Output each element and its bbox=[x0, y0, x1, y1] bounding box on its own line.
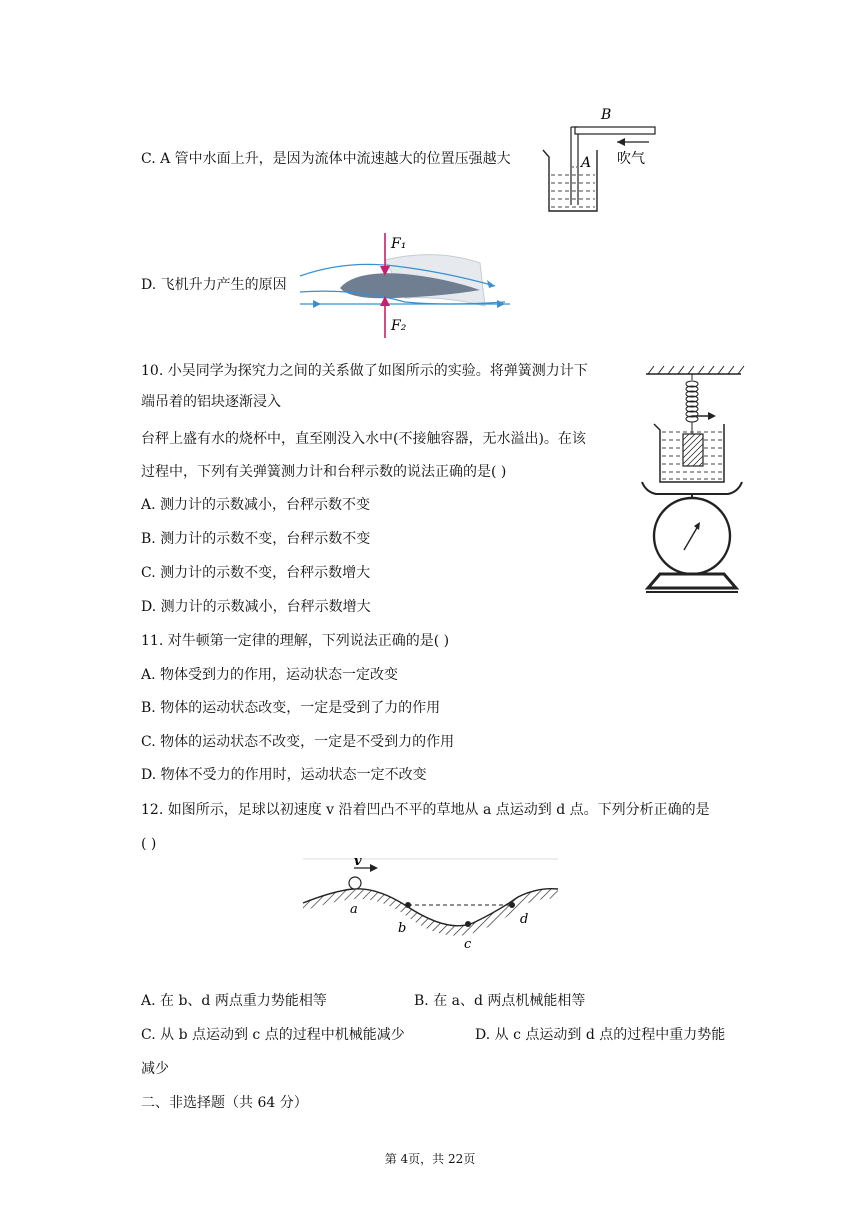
q12-option-c: C. 从 b 点运动到 c 点的过程中机械能减少 bbox=[141, 1027, 405, 1043]
figure-spring-scale bbox=[636, 360, 746, 600]
label-f2: F₂ bbox=[391, 318, 407, 334]
q12-stem-2: ( ) bbox=[141, 836, 157, 852]
q10-option-c: C. 测力计的示数不变，台秤示数增大 bbox=[141, 565, 371, 581]
label-b: B bbox=[601, 107, 612, 123]
q10-option-a: A. 测力计的示数减小，台秤示数不变 bbox=[141, 497, 371, 513]
q12-option-a: A. 在 b、d 两点重力势能相等 bbox=[141, 993, 327, 1009]
q9-option-c: C. A 管中水面上升，是因为流体中流速越大的位置压强越大 bbox=[141, 151, 511, 167]
q9-option-d: D. 飞机升力产生的原因 bbox=[141, 277, 287, 293]
label-b-point: b bbox=[398, 921, 407, 936]
q10-stem-2: 端吊着的铝块逐渐浸入 bbox=[141, 394, 281, 410]
q12-option-d-1: D. 从 c 点运动到 d 点的过程中重力势能 bbox=[475, 1027, 726, 1043]
q11-option-c: C. 物体的运动状态不改变，一定是不受到力的作用 bbox=[141, 734, 455, 750]
q11-stem: 11. 对牛顿第一定律的理解，下列说法正确的是( ) bbox=[141, 633, 450, 649]
q12-stem-1: 12. 如图所示，足球以初速度 v 沿着凹凸不平的草地从 a 点运动到 d 点。下列分析正确的是 bbox=[141, 802, 710, 818]
label-d-point: d bbox=[520, 912, 529, 927]
q11-option-a: A. 物体受到力的作用，运动状态一定改变 bbox=[141, 667, 399, 683]
page-footer: 第 4页，共 22页 bbox=[384, 1152, 476, 1166]
label-a: A bbox=[581, 155, 592, 171]
q12-option-b: B. 在 a、d 两点机械能相等 bbox=[414, 993, 586, 1009]
label-f1: F₁ bbox=[391, 236, 407, 252]
figure-blowing-tube bbox=[537, 105, 667, 215]
q10-option-d: D. 测力计的示数减小，台秤示数增大 bbox=[141, 599, 371, 615]
figure-airfoil bbox=[295, 228, 515, 343]
q10-stem-3: 台秤上盛有水的烧杯中，直至刚没入水中(不接触容器，无水溢出)。在该 bbox=[141, 431, 586, 447]
label-a-point: a bbox=[350, 902, 358, 917]
q10-stem-4: 过程中，下列有关弹簧测力计和台秤示数的说法正确的是( ) bbox=[141, 464, 507, 480]
q10-stem-1: 10. 小吴同学为探究力之间的关系做了如图所示的实验。将弹簧测力计下 bbox=[141, 363, 588, 379]
q11-option-d: D. 物体不受力的作用时，运动状态一定不改变 bbox=[141, 767, 427, 783]
q11-option-b: B. 物体的运动状态改变，一定是受到了力的作用 bbox=[141, 700, 441, 716]
label-blow: 吹气 bbox=[617, 151, 645, 167]
q10-option-b: B. 测力计的示数不变，台秤示数不变 bbox=[141, 531, 371, 547]
q12-option-d-2: 减少 bbox=[141, 1061, 169, 1077]
label-c-point: c bbox=[464, 937, 472, 952]
figure-wavy-ground bbox=[298, 853, 563, 958]
section-heading: 二、非选择题（共 64 分） bbox=[141, 1095, 308, 1111]
label-v: v bbox=[354, 854, 362, 869]
